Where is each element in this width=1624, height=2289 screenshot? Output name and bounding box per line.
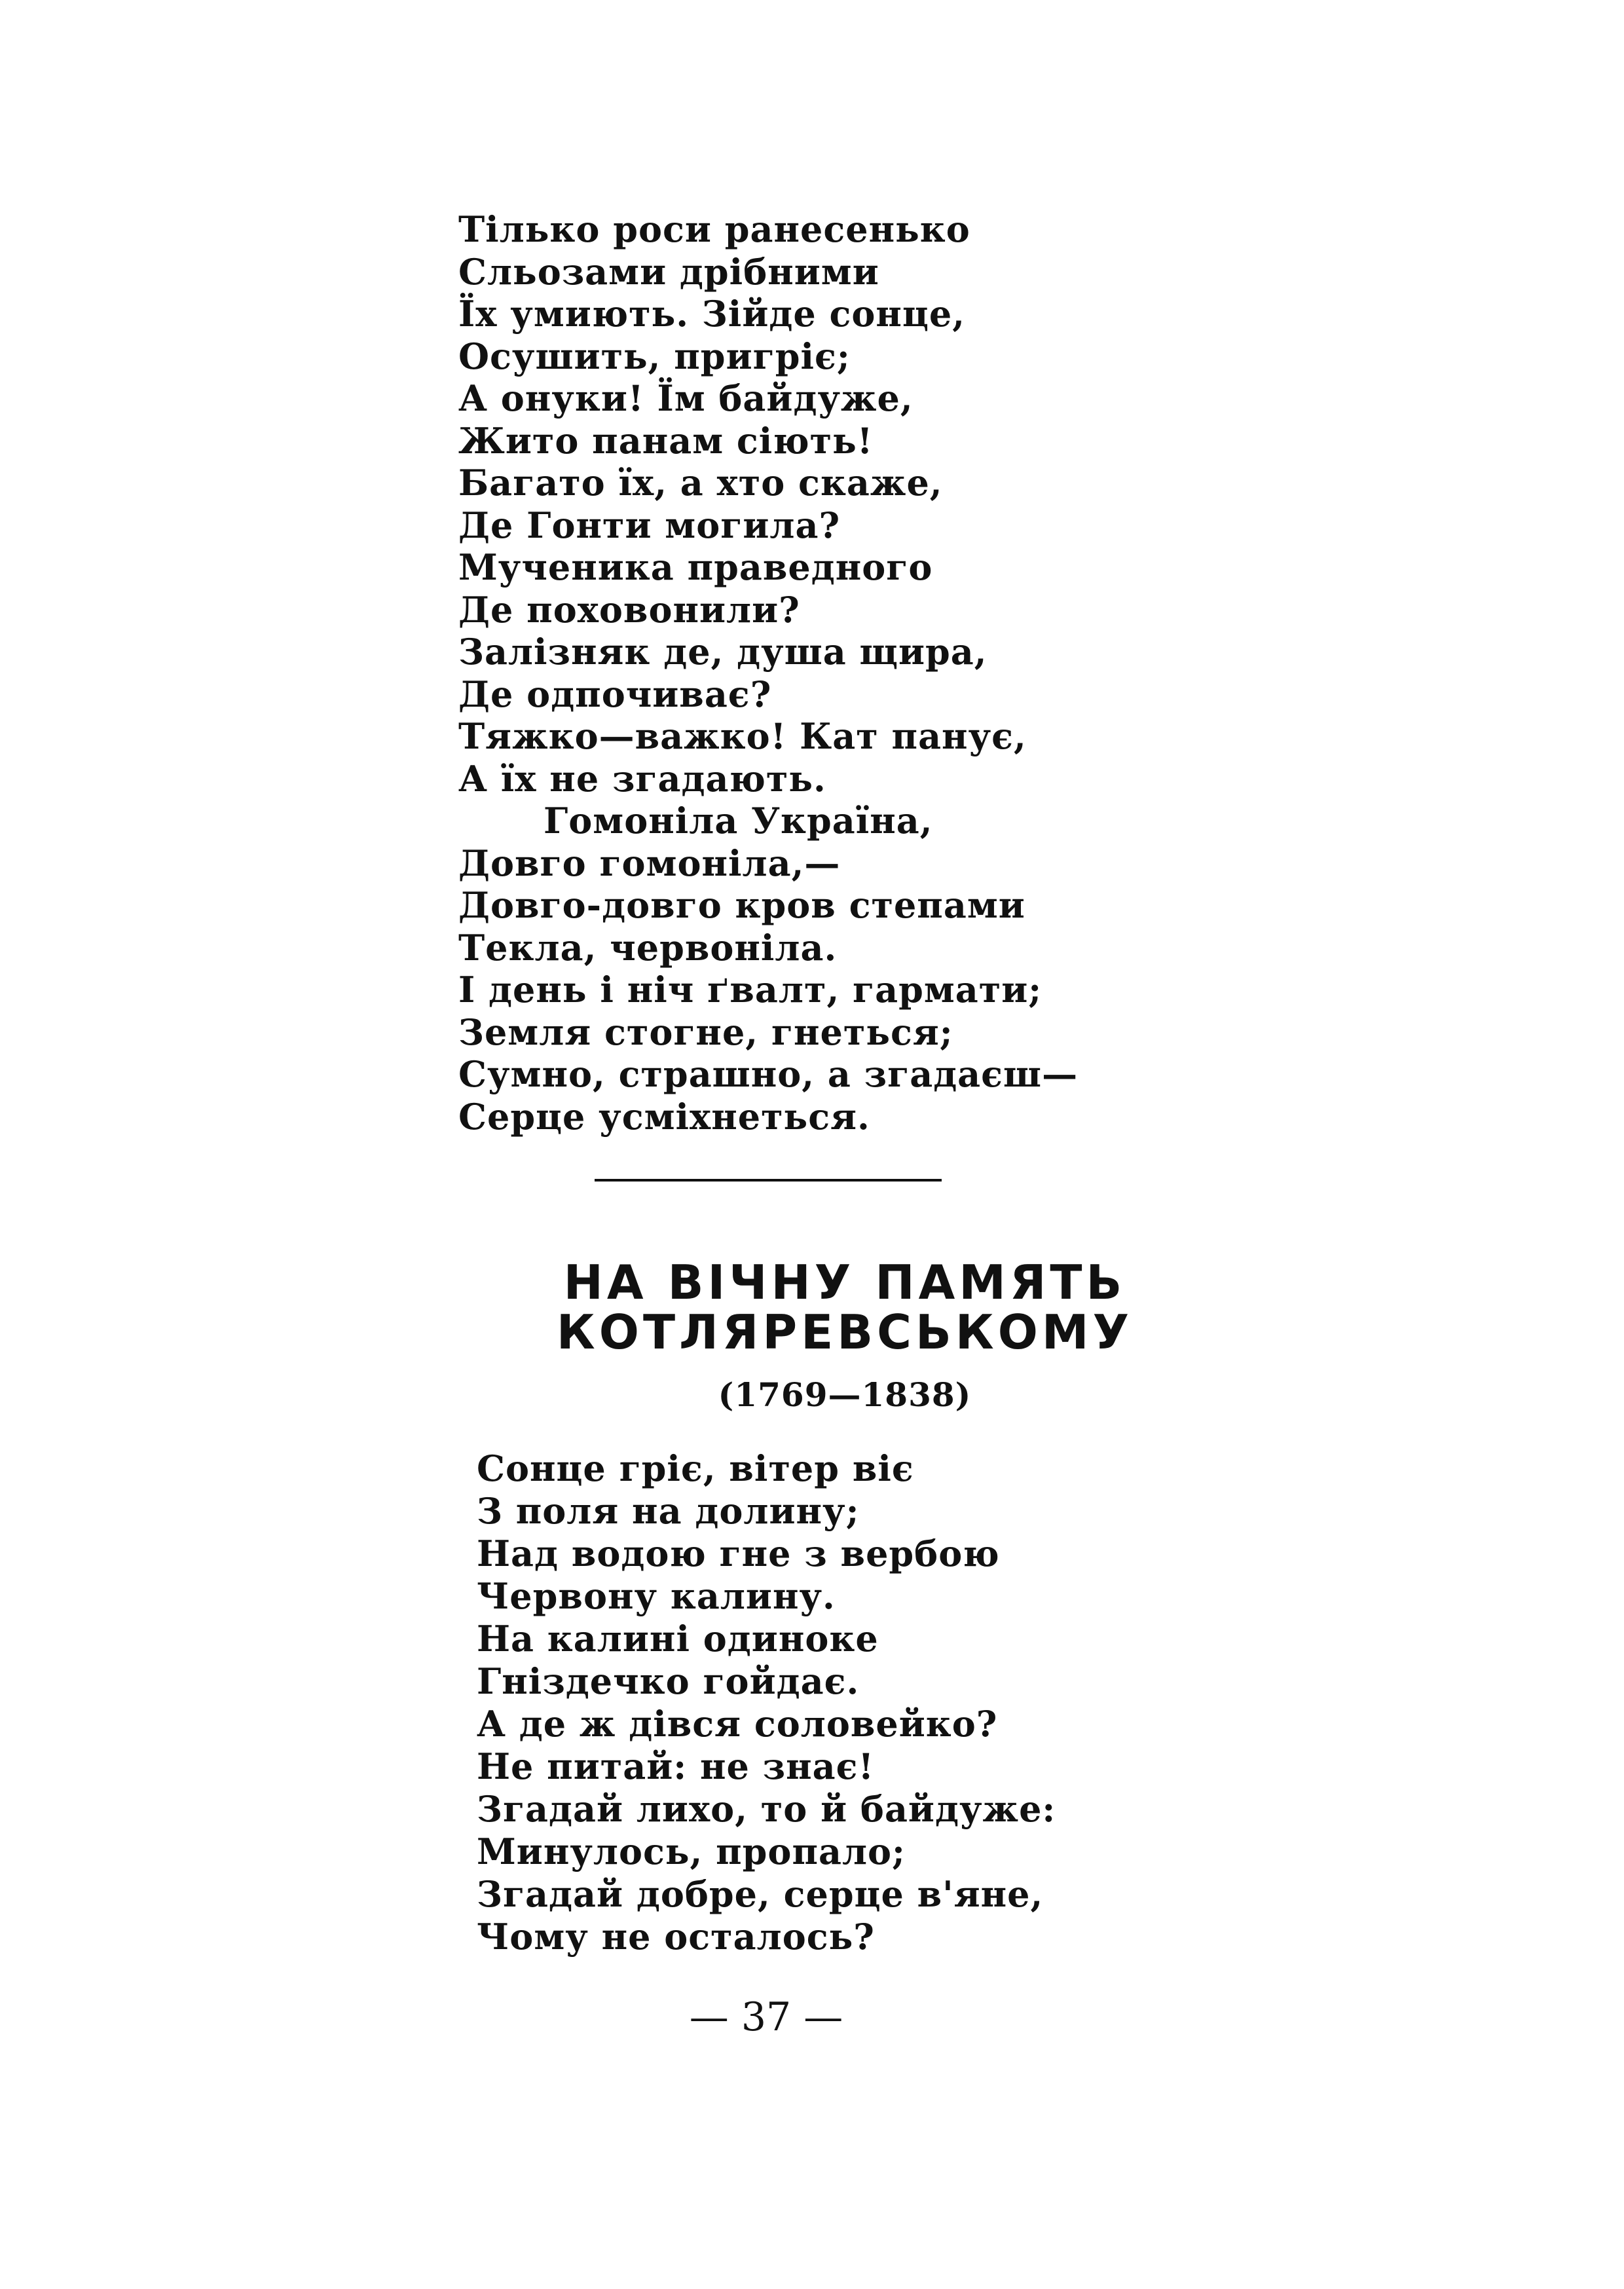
verse-line: З поля на долину;: [477, 1490, 860, 1532]
verse-line: Жито панам сіють!: [458, 419, 874, 462]
verse-line: Гніздечко гойдає.: [477, 1660, 860, 1702]
verse-line: Їх умиють. Зійде сонце,: [458, 293, 965, 335]
verse-line: Де поховонили?: [458, 588, 800, 631]
verse-line: Земля стогне, гнеться;: [458, 1011, 953, 1053]
verse-line: Серце усміхнеться.: [458, 1095, 870, 1138]
verse-line: Сумно, страшно, а згадаєш—: [458, 1053, 1079, 1095]
verse-line: Де одпочиває?: [458, 673, 772, 715]
poem-dates: (1769—1838): [718, 1375, 972, 1414]
verse-line: Тілько роси ранесенько: [458, 208, 970, 250]
verse-line: А де ж дівся соловейко?: [477, 1703, 998, 1745]
poem-title-line-2: КОТЛЯРЕВСЬКОМУ: [556, 1305, 1134, 1360]
verse-line: А їх не згадають.: [458, 757, 826, 800]
section-divider: [595, 1179, 942, 1182]
verse-line: На калині одиноке: [477, 1618, 879, 1660]
verse-line: Минулось, пропало;: [477, 1831, 906, 1872]
verse-line: І день і ніч ґвалт, гармати;: [458, 969, 1043, 1011]
poem-stanza-lower: [477, 1447, 1263, 1958]
poem-stanza-upper: [458, 208, 1244, 1138]
page-number: — 37 —: [689, 1994, 843, 2040]
verse-line: Не питай: не знає!: [477, 1745, 875, 1787]
verse-line: Довго гомоніла,—: [458, 842, 841, 884]
poem-title-line-1: НА ВІЧНУ ПАМЯТЬ: [563, 1255, 1126, 1310]
verse-line: Над водою гне з вербою: [477, 1533, 1000, 1574]
verse-line: Сльозами дрібними: [458, 250, 879, 293]
verse-line-indented: Гомоніла Україна,: [544, 800, 933, 842]
verse-line: Текла, червоніла.: [458, 926, 838, 969]
verse-line: Згадай добре, серце в'яне,: [477, 1873, 1044, 1915]
verse-line: Сонце гріє, вітер віє: [477, 1447, 914, 1489]
verse-line: Залізняк де, душа щира,: [458, 631, 987, 673]
verse-line: Чому не осталось?: [477, 1916, 875, 1958]
verse-line: Тяжко—важко! Кат панує,: [458, 715, 1027, 757]
verse-line: Червону калину.: [477, 1575, 836, 1617]
verse-line: Мученика праведного: [458, 546, 933, 588]
verse-line: Багато їх, а хто скаже,: [458, 462, 943, 504]
verse-line: Згадай лихо, то й байдуже:: [477, 1788, 1056, 1830]
verse-line: А онуки! Їм байдуже,: [458, 377, 913, 419]
verse-line: Довго-довго кров степами: [458, 884, 1025, 926]
verse-line: Осушить, пригріє;: [458, 335, 851, 377]
verse-line: Де Гонти могила?: [458, 504, 841, 546]
